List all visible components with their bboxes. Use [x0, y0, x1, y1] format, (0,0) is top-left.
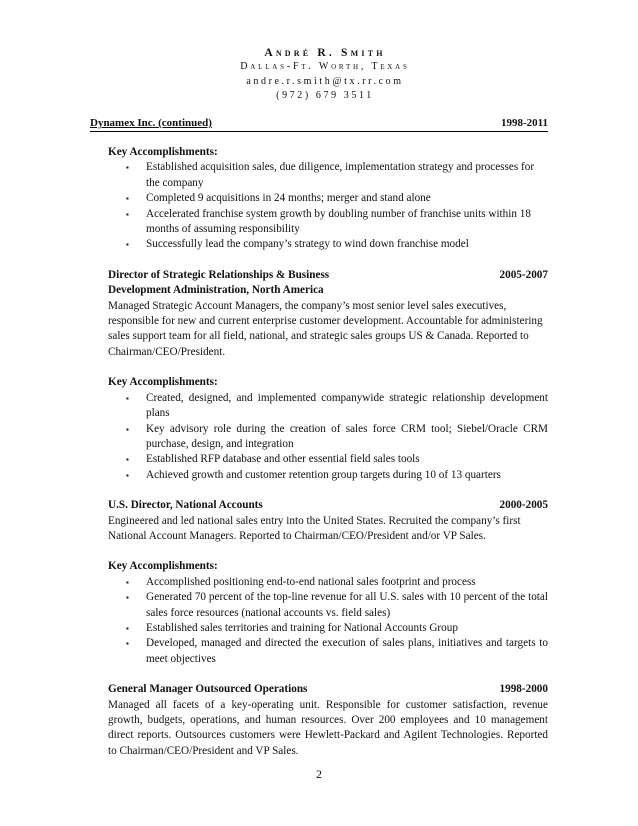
resume-header	[0, 46, 638, 104]
role-block	[108, 268, 548, 360]
list-item: ▪ Accelerated franchise system growth by doubling number of franchise units within 18 months of assuming responsibility	[126, 207, 531, 236]
bullet-icon: ▪	[126, 639, 129, 649]
list-item: ▪ Successfully lead the company’s strategy to wind down franchise model	[108, 237, 548, 252]
accomplishments-block	[108, 559, 548, 667]
role-description: Managed all facets of a key-operating unit. Responsible for customer satisfaction, revenue growth, budgets, operations, and human resources. Over 200 employees and 10 management direct reports. Outsources customers were Hewlett-Packard and Agilent Technologies. Reported to Chairman/CEO/President and VP Sales.	[108, 698, 548, 757]
company-name: Dynamex Inc. (continued)	[90, 117, 212, 129]
role-title: General Manager Outsourced Operations	[108, 683, 308, 696]
bullet-icon: ▪	[126, 577, 129, 587]
list-item: ▪ Accomplished positioning end-to-end national sales footprint and process	[108, 575, 548, 590]
role-subtitle: Development Administration, North America	[108, 284, 324, 297]
page-number: 2	[316, 767, 322, 781]
candidate-phone: (972) 679 3511	[276, 90, 374, 101]
list-item: ▪ Generated 70 percent of the top-line revenue for all U.S. sales with 10 percent of the total sales force resources (national accounts vs. field sales)	[126, 591, 548, 619]
list-item: ▪ Key advisory role during the creation of sales force CRM tool; Siebel/Oracle CRM purchase, design, and integration	[126, 422, 548, 450]
candidate-location: Dallas-Ft. Worth, Texas	[240, 61, 410, 72]
bullet-icon: ▪	[126, 240, 129, 250]
accomplishments-block	[108, 375, 548, 483]
bullet-icon: ▪	[126, 623, 129, 633]
candidate-email: andre.r.smith@tx.rr.com	[246, 75, 404, 87]
role-dates: 2005-2007	[499, 268, 548, 281]
company-dates: 1998-2011	[500, 117, 548, 129]
accomplishments-list	[108, 391, 548, 483]
bullet-icon: ▪	[126, 209, 129, 219]
role-title: Director of Strategic Relationships & Business	[108, 268, 330, 281]
role-heading	[108, 682, 548, 697]
role-dates: 1998-2000	[499, 683, 548, 696]
accomplishments-list	[108, 575, 548, 667]
role-block	[108, 682, 548, 759]
list-item: ▪ Established RFP database and other essential field sales tools	[108, 452, 548, 467]
role-title: U.S. Director, National Accounts	[108, 499, 263, 512]
resume-body	[108, 145, 548, 759]
role-dates: 2000-2005	[499, 499, 548, 512]
bullet-icon: ▪	[126, 470, 129, 480]
accomplishments-block	[108, 145, 548, 253]
role-heading	[108, 268, 548, 283]
list-item: ▪ Established acquisition sales, due diligence, implementation strategy and processes for the company	[126, 161, 535, 189]
bullet-icon: ▪	[126, 163, 129, 173]
list-item: ▪ Completed 9 acquisitions in 24 months; merger and stand alone	[108, 191, 548, 206]
bullet-icon: ▪	[126, 424, 129, 434]
list-item: ▪ Achieved growth and customer retention group targets during 10 of 13 quarters	[108, 468, 548, 483]
list-item: ▪ Developed, managed and directed the execution of sales plans, initiatives and targets to meet objectives	[126, 637, 548, 665]
list-item: ▪ Established sales territories and training for National Accounts Group	[108, 621, 548, 636]
accomplishments-heading: Key Accomplishments:	[108, 376, 218, 389]
list-item: ▪ Created, designed, and implemented companywide strategic relationship development plans	[126, 391, 548, 420]
role-description: Engineered and led national sales entry into the United States. Recruited the company’s first National Account Managers. Reported to Chairman/CEO/President and/or VP Sales.	[108, 514, 521, 542]
bullet-icon: ▪	[126, 393, 129, 403]
company-heading	[90, 117, 548, 132]
candidate-name: André R. Smith	[264, 47, 386, 59]
accomplishments-heading: Key Accomplishments:	[108, 560, 218, 573]
bullet-icon: ▪	[126, 593, 129, 603]
accomplishments-list	[108, 160, 548, 252]
bullet-icon: ▪	[126, 194, 129, 204]
role-block	[108, 498, 548, 544]
role-heading	[108, 498, 548, 513]
accomplishments-heading: Key Accomplishments:	[108, 146, 218, 158]
bullet-icon: ▪	[126, 455, 129, 465]
role-description: Managed Strategic Account Managers, the company’s most senior level sales executives, responsible for new and current enterprise customer development. Accountable for administering sales support team for all field, national, and strategic sales groups US & Canada. Reported to Chairman/CEO/President.	[108, 299, 543, 358]
